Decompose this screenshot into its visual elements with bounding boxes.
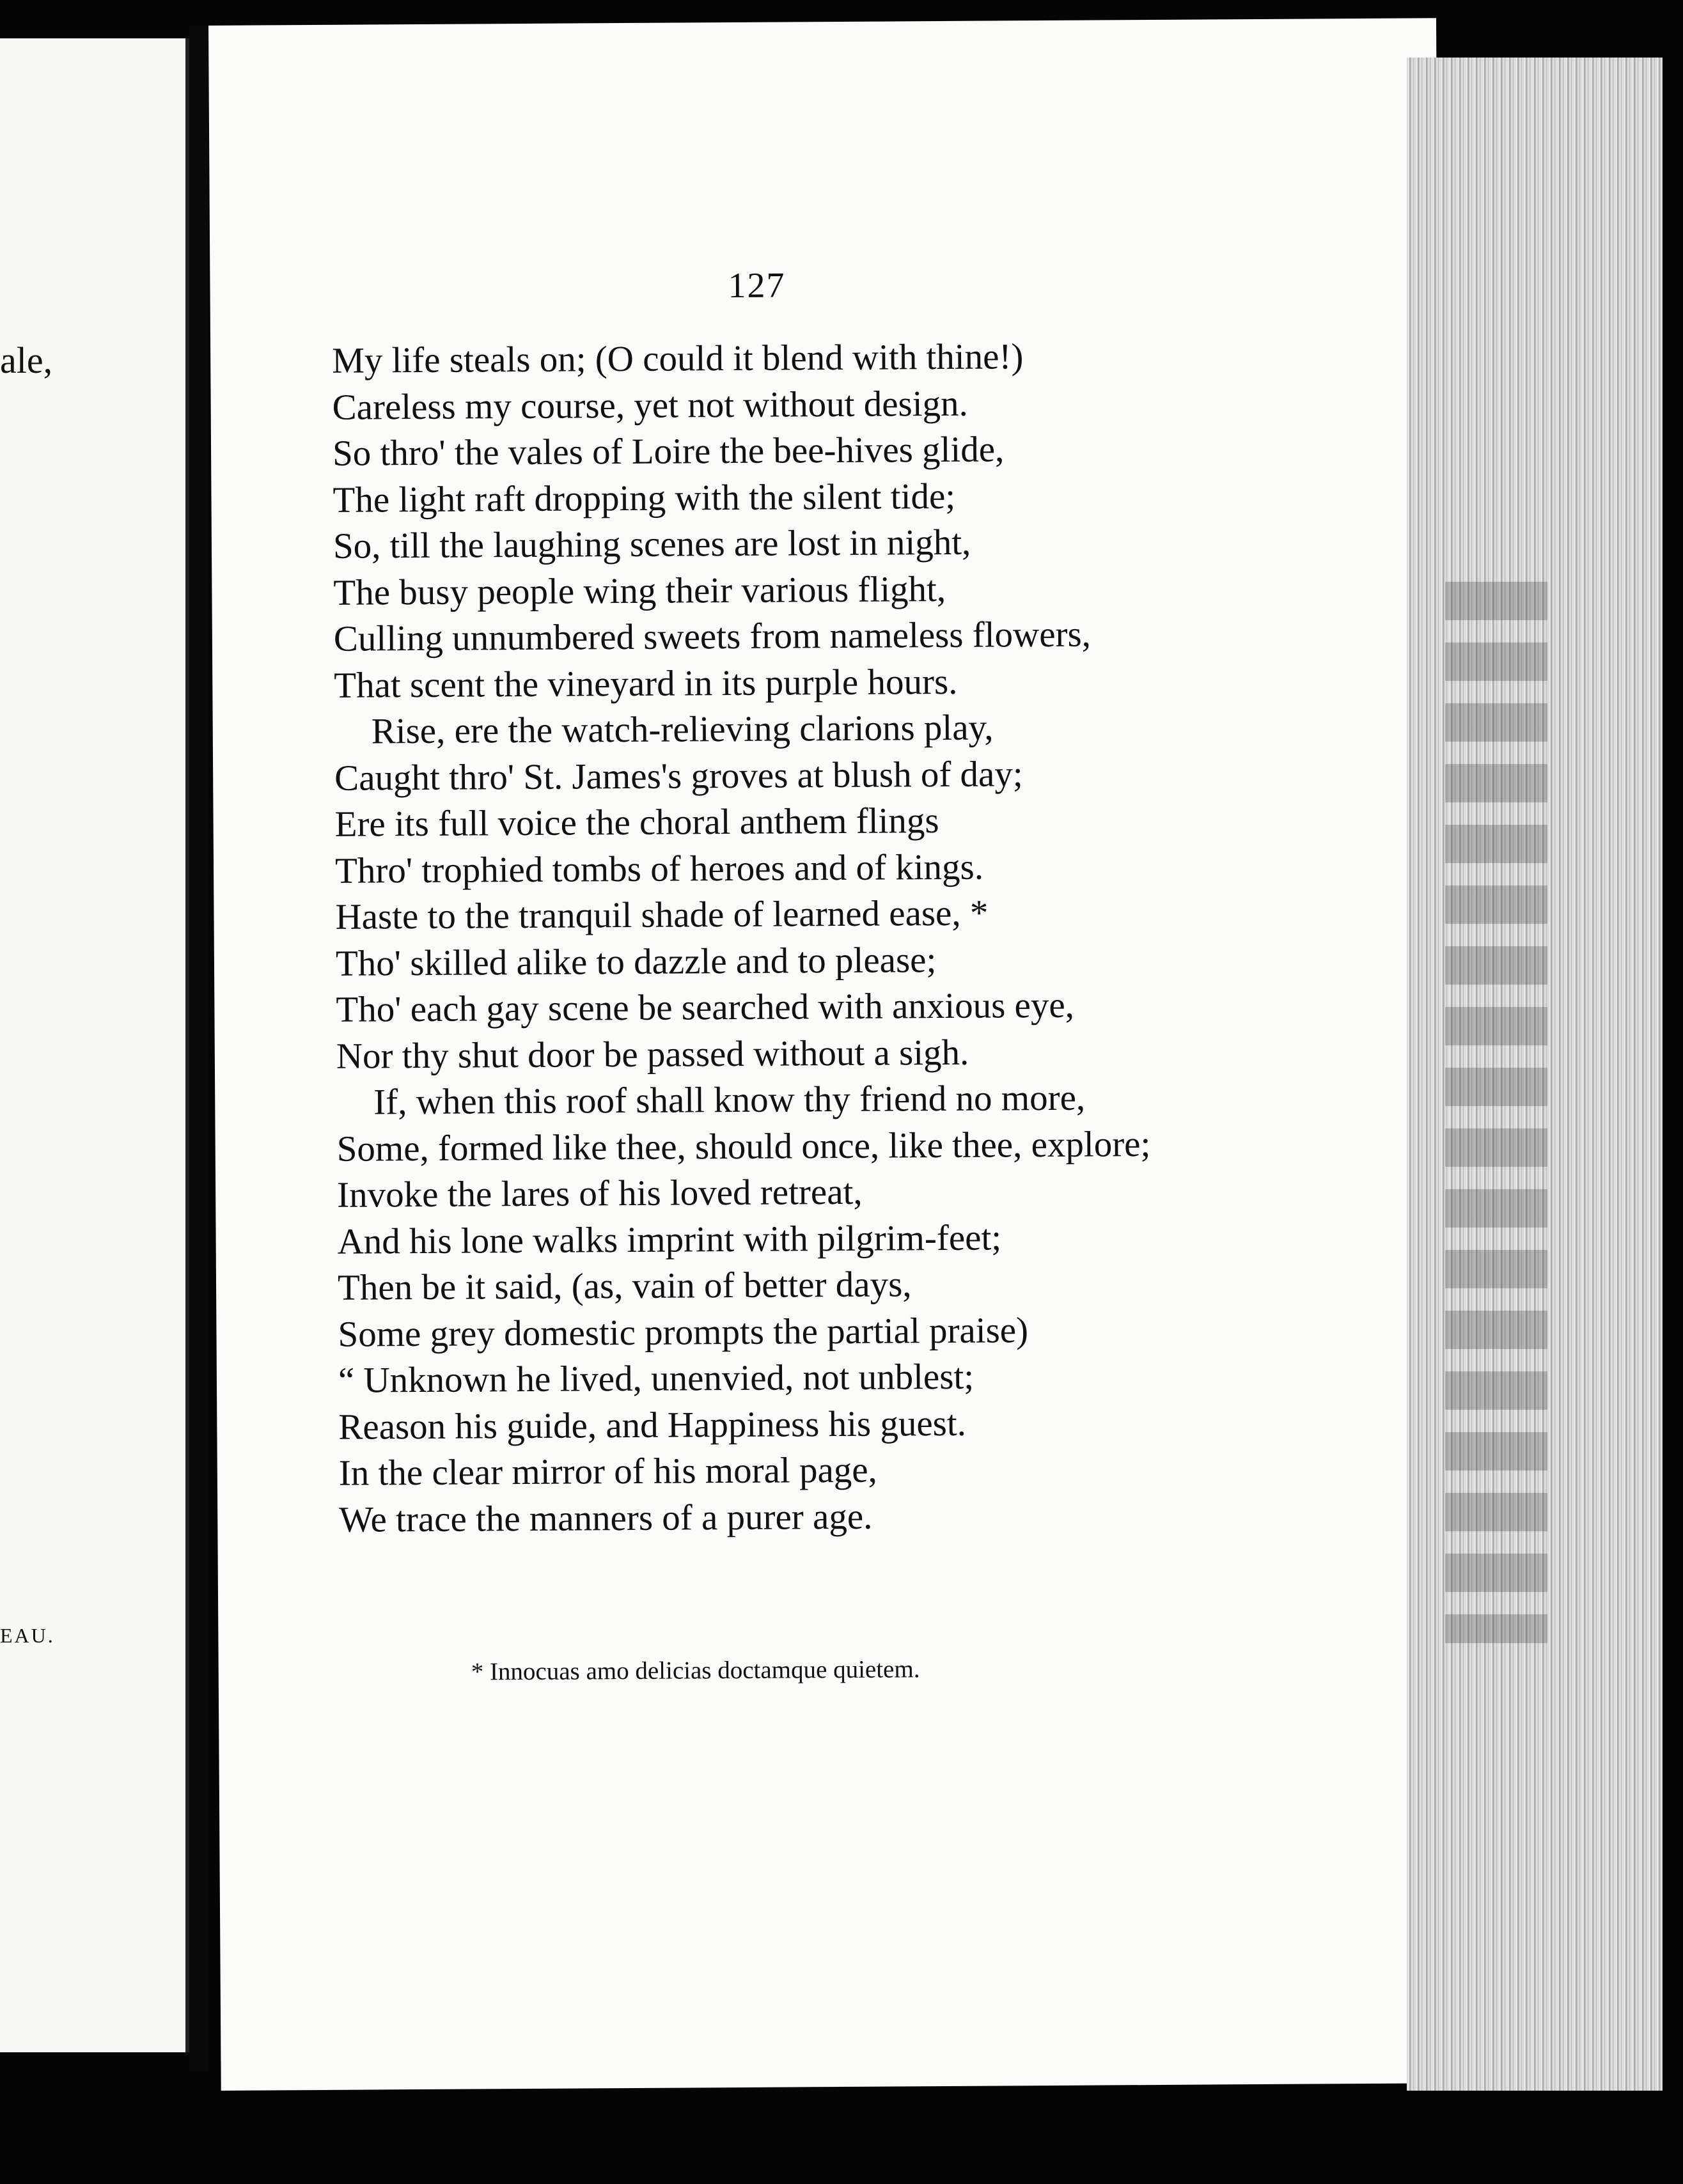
- poem-line: “ Unknown he lived, unenvied, not unblest;: [338, 1356, 975, 1401]
- poem-line: Careless my course, yet not without design.: [332, 383, 968, 428]
- book-gutter: [189, 26, 208, 2071]
- poem-line: Some, formed like thee, should once, like thee, explore;: [336, 1123, 1151, 1169]
- page-edges-stack: [1407, 58, 1663, 2091]
- poem-line: Tho' each gay scene be searched with anxious eye,: [336, 985, 1075, 1030]
- left-facing-page: [0, 38, 189, 2052]
- poem-line: The busy people wing their various flight,: [333, 568, 946, 613]
- page-number: 127: [728, 265, 786, 306]
- edge-shadow-marks: [1445, 582, 1547, 1643]
- poem-line: Thro' trophied tombs of heroes and of kings.: [334, 846, 984, 891]
- poem-line: Invoke the lares of his loved retreat,: [336, 1171, 863, 1215]
- poem-line: So thro' the vales of Loire the bee-hives glide,: [332, 429, 1005, 474]
- poem-line: That scent the vineyard in its purple hours.: [334, 661, 958, 706]
- poem-line: Tho' skilled alike to dazzle and to please;: [335, 939, 937, 984]
- poem-text: [332, 331, 1426, 1543]
- poem-line: And his lone walks imprint with pilgrim-feet;: [337, 1217, 1002, 1262]
- poem-line: If, when this roof shall know thy friend no more,: [373, 1077, 1086, 1123]
- poem-line: Haste to the tranquil shade of learned ease, *: [335, 893, 989, 937]
- poem-line: Nor thy shut door be passed without a sigh.: [336, 1032, 969, 1077]
- poem-line: Some grey domestic prompts the partial praise): [338, 1309, 1029, 1355]
- left-page-fragment-bottom: EAU.: [0, 1624, 55, 1647]
- poem-line: We trace the manners of a purer age.: [339, 1496, 873, 1540]
- footnote: * Innocuas amo delicias doctamque quietem.: [471, 1655, 920, 1686]
- left-page-fragment-top: ale,: [0, 339, 53, 381]
- poem-line: The light raft dropping with the silent tide;: [333, 476, 956, 520]
- book-page: [208, 18, 1449, 2091]
- poem-line: Then be it said, (as, vain of better days,: [337, 1264, 912, 1308]
- poem-line: Ere its full voice the choral anthem flings: [334, 800, 939, 845]
- poem-line: My life steals on; (O could it blend with thine!): [332, 336, 1024, 381]
- poem-line: In the clear mirror of his moral page,: [338, 1449, 878, 1494]
- poem-line: Culling unnumbered sweets from nameless flowers,: [333, 614, 1092, 659]
- poem-line: Caught thro' St. James's groves at blush of day;: [334, 753, 1023, 799]
- poem-line: So, till the laughing scenes are lost in night,: [333, 522, 971, 566]
- poem-line: Rise, ere the watch-relieving clarions play,: [371, 707, 994, 752]
- poem-line: Reason his guide, and Happiness his guest.: [338, 1403, 967, 1447]
